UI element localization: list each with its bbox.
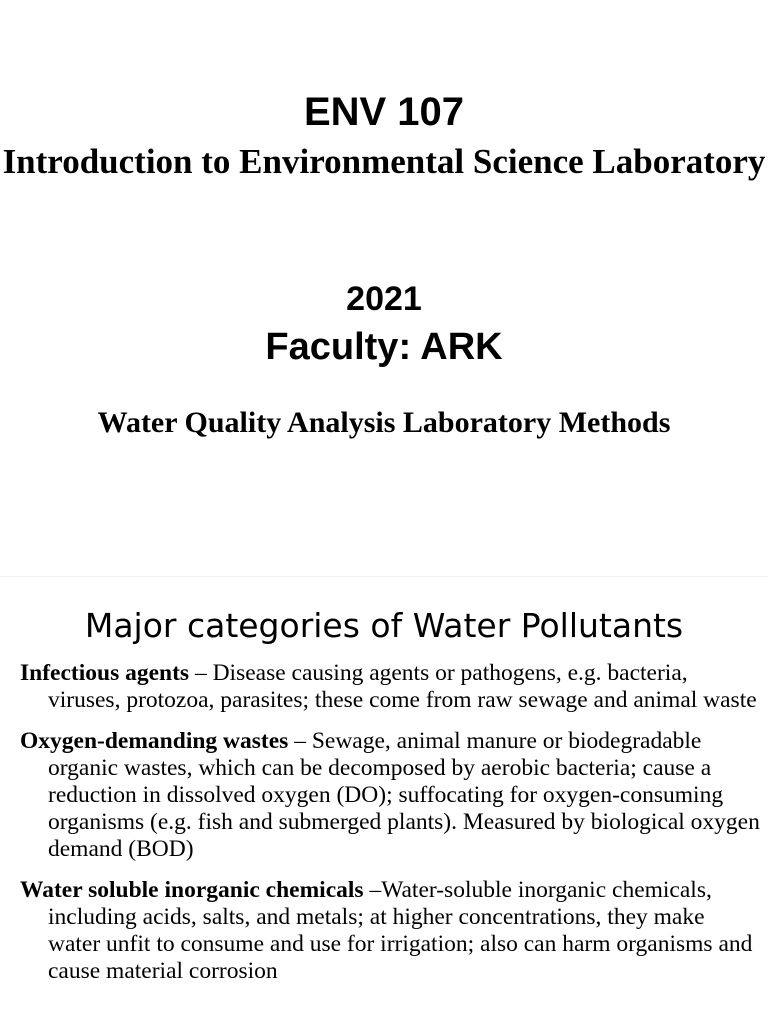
pollutant-list (20, 660, 760, 999)
course-title: Introduction to Environmental Science Laboratory (2, 142, 766, 181)
pollutant-description: – Sewage, animal manure or biodegradable organic wastes, which can be decomposed by aerobic bacteria; cause a reduction in dissolved oxygen (DO); suffocating for oxygen-consuming organisms (e.g. fish and submerged plants). Measured by biological oxygen demand (BOD) (48, 728, 760, 862)
pollutant-term: Oxygen-demanding wastes (20, 728, 289, 754)
pollutant-description: – Disease causing agents or pathogens, e.g. bacteria, viruses, protozoa, parasites; these come from raw sewage and animal waste (48, 660, 757, 713)
slide-title: Major categories of Water Pollutants (84, 606, 684, 645)
pollutant-description: –Water-soluble inorganic chemicals, including acids, salts, and metals; at higher concentrations, they make water unfit to consume and use for irrigation; also can harm organisms and cause material corrosion (48, 877, 753, 984)
course-year: 2021 (346, 280, 422, 318)
pollutant-item-inorganic-chemicals (20, 877, 760, 985)
faculty-label: Faculty: ARK (265, 326, 503, 368)
pollutant-term: Water soluble inorganic chemicals (20, 877, 364, 903)
lab-subtitle: Water Quality Analysis Laboratory Methods (97, 406, 671, 439)
pollutant-term: Infectious agents (20, 660, 190, 686)
pollutants-slide (0, 576, 768, 1024)
pollutant-item-oxygen-demanding-wastes (20, 728, 760, 863)
course-code: ENV 107 (303, 90, 465, 134)
pollutant-item-infectious-agents (20, 660, 760, 714)
